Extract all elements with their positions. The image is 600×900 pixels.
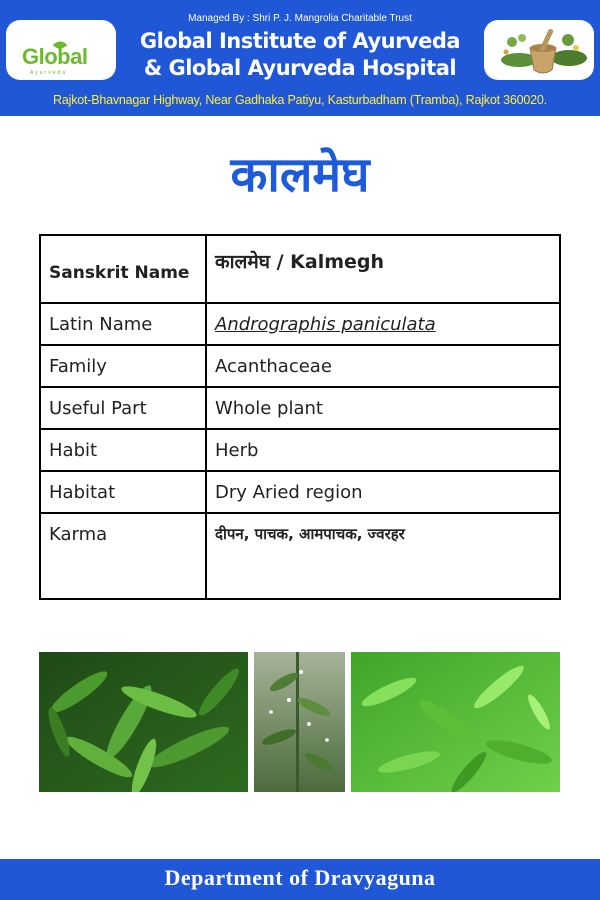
plant-flowering-photo bbox=[254, 652, 345, 792]
plant-leaves-photo bbox=[39, 652, 248, 792]
logo-text: Global bbox=[22, 44, 88, 69]
row-label: Habitat bbox=[40, 471, 206, 513]
logo-subtext: Ayurveda bbox=[30, 70, 68, 76]
latin-name-value: Andrographis paniculata bbox=[215, 313, 436, 335]
row-label: Habit bbox=[40, 429, 206, 471]
institute-name-line2: & Global Ayurveda Hospital bbox=[143, 56, 457, 80]
row-value: दीपन, पाचक, आमपाचक, ज्वरहर bbox=[206, 513, 560, 599]
plant-field-photo bbox=[351, 652, 560, 792]
table-row bbox=[40, 345, 560, 387]
row-value: Acanthaceae bbox=[206, 345, 560, 387]
row-value: कालमेघ / Kalmegh bbox=[206, 235, 560, 303]
table-row bbox=[40, 235, 560, 303]
row-label: Sanskrit Name bbox=[40, 235, 206, 303]
plant-photos bbox=[39, 652, 560, 792]
managed-by-text: Managed By : Shri P. J. Mangrolia Charitable Trust bbox=[188, 13, 412, 24]
row-label: Useful Part bbox=[40, 387, 206, 429]
table-row bbox=[40, 471, 560, 513]
table-row bbox=[40, 387, 560, 429]
row-label: Family bbox=[40, 345, 206, 387]
row-value: Dry Aried region bbox=[206, 471, 560, 513]
header-banner bbox=[0, 0, 600, 83]
row-value bbox=[206, 303, 560, 345]
department-name: Department of Dravyaguna bbox=[164, 865, 436, 890]
table-row bbox=[40, 429, 560, 471]
global-logo bbox=[6, 20, 116, 80]
table-row bbox=[40, 513, 560, 599]
row-value: Whole plant bbox=[206, 387, 560, 429]
address-text: Rajkot-Bhavnagar Highway, Near Gadhaka Patiyu, Kasturbadham (Tramba), Rajkot 360020. bbox=[53, 93, 547, 107]
plant-title: कालमेघ bbox=[230, 147, 370, 203]
address-bar bbox=[0, 83, 600, 116]
plant-info-table bbox=[39, 234, 561, 600]
row-label: Karma bbox=[40, 513, 206, 599]
herb-mortar-image bbox=[484, 20, 594, 80]
table-row bbox=[40, 303, 560, 345]
footer-bar bbox=[0, 859, 600, 900]
institute-name-line1: Global Institute of Ayurveda bbox=[139, 29, 461, 53]
row-value: Herb bbox=[206, 429, 560, 471]
row-label: Latin Name bbox=[40, 303, 206, 345]
